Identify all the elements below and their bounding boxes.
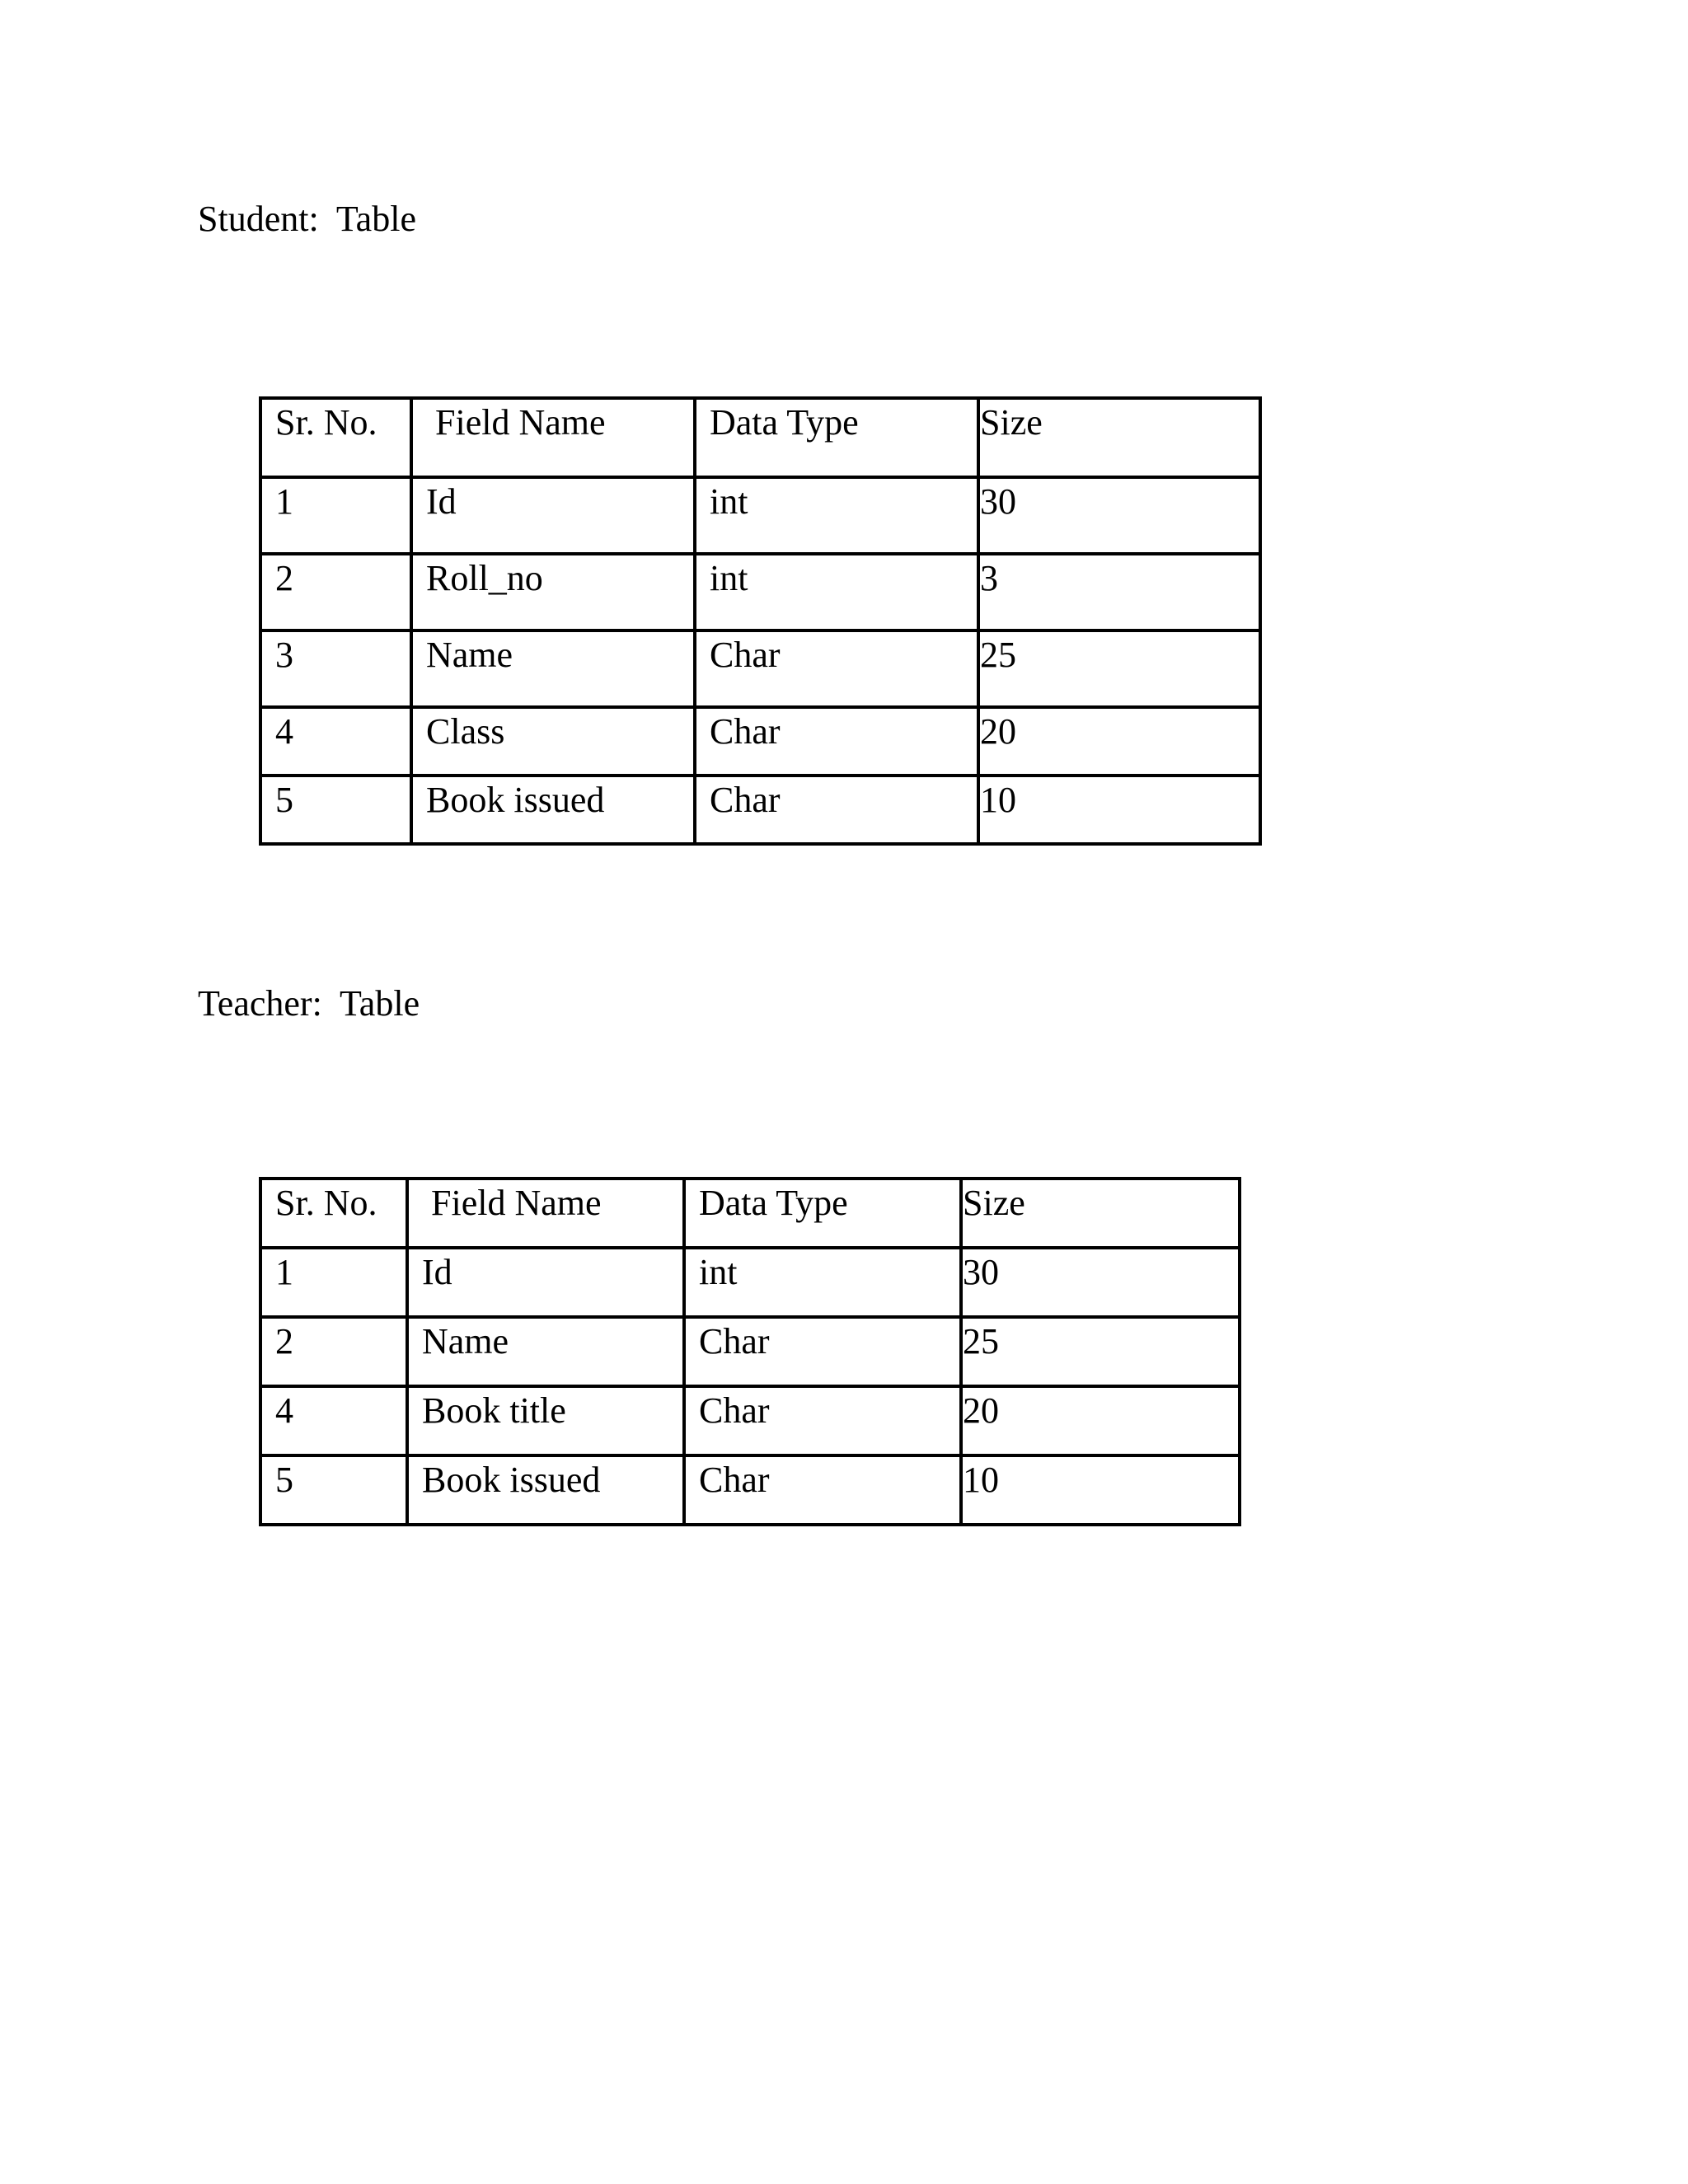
cell-size: 25 bbox=[978, 630, 1260, 707]
column-header-size: Size bbox=[961, 1179, 1240, 1248]
teacher-table bbox=[259, 1177, 1241, 1526]
column-header-field-name: Field Name bbox=[407, 1179, 684, 1248]
cell-field-name: Id bbox=[407, 1248, 684, 1317]
cell-size: 10 bbox=[961, 1455, 1240, 1525]
cell-field-name: Book issued bbox=[407, 1455, 684, 1525]
column-header-size: Size bbox=[978, 398, 1260, 477]
cell-data-type: Char bbox=[695, 630, 978, 707]
cell-data-type: Char bbox=[684, 1386, 961, 1455]
cell-sr-no: 1 bbox=[260, 1248, 407, 1317]
column-header-sr-no: Sr. No. bbox=[260, 398, 411, 477]
cell-data-type: Char bbox=[684, 1317, 961, 1386]
student-table-heading: Student: Table bbox=[198, 199, 416, 239]
table-row bbox=[260, 1386, 1240, 1455]
table-header-row bbox=[260, 1179, 1240, 1248]
cell-sr-no: 5 bbox=[260, 776, 411, 844]
cell-field-name: Book issued bbox=[411, 776, 695, 844]
cell-size: 3 bbox=[978, 554, 1260, 630]
cell-size: 30 bbox=[978, 477, 1260, 554]
column-header-data-type: Data Type bbox=[684, 1179, 961, 1248]
cell-field-name: Name bbox=[411, 630, 695, 707]
cell-sr-no: 4 bbox=[260, 707, 411, 776]
table-row bbox=[260, 1248, 1240, 1317]
student-table bbox=[259, 396, 1262, 846]
teacher-table-heading: Teacher: Table bbox=[198, 983, 420, 1024]
column-header-field-name: Field Name bbox=[411, 398, 695, 477]
cell-data-type: Char bbox=[695, 707, 978, 776]
table-row bbox=[260, 630, 1260, 707]
table-row bbox=[260, 554, 1260, 630]
cell-field-name: Name bbox=[407, 1317, 684, 1386]
cell-sr-no: 1 bbox=[260, 477, 411, 554]
table-row bbox=[260, 707, 1260, 776]
cell-size: 30 bbox=[961, 1248, 1240, 1317]
cell-size: 25 bbox=[961, 1317, 1240, 1386]
cell-sr-no: 2 bbox=[260, 554, 411, 630]
table-row bbox=[260, 1317, 1240, 1386]
cell-data-type: int bbox=[695, 554, 978, 630]
cell-size: 20 bbox=[978, 707, 1260, 776]
cell-field-name: Roll_no bbox=[411, 554, 695, 630]
cell-data-type: Char bbox=[684, 1455, 961, 1525]
table-header-row bbox=[260, 398, 1260, 477]
cell-field-name: Id bbox=[411, 477, 695, 554]
cell-size: 20 bbox=[961, 1386, 1240, 1455]
column-header-sr-no: Sr. No. bbox=[260, 1179, 407, 1248]
cell-data-type: int bbox=[695, 477, 978, 554]
cell-sr-no: 3 bbox=[260, 630, 411, 707]
table-row bbox=[260, 776, 1260, 844]
cell-data-type: Char bbox=[695, 776, 978, 844]
cell-sr-no: 5 bbox=[260, 1455, 407, 1525]
cell-field-name: Book title bbox=[407, 1386, 684, 1455]
cell-sr-no: 4 bbox=[260, 1386, 407, 1455]
table-row bbox=[260, 477, 1260, 554]
table-row bbox=[260, 1455, 1240, 1525]
cell-data-type: int bbox=[684, 1248, 961, 1317]
cell-field-name: Class bbox=[411, 707, 695, 776]
cell-sr-no: 2 bbox=[260, 1317, 407, 1386]
cell-size: 10 bbox=[978, 776, 1260, 844]
column-header-data-type: Data Type bbox=[695, 398, 978, 477]
